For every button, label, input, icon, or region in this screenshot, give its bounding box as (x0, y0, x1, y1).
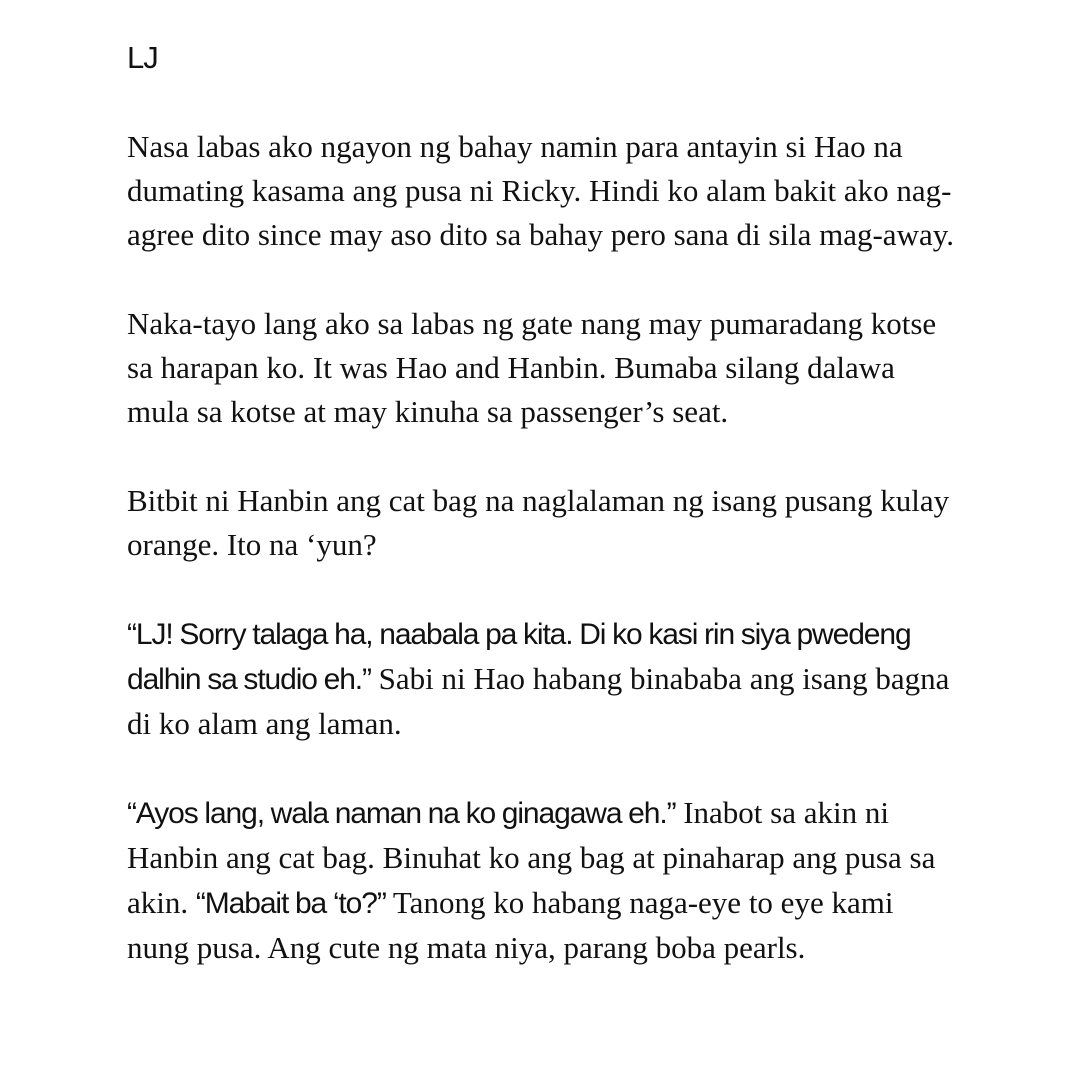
chapter-heading: LJ (127, 40, 158, 75)
narration-text: Tanong ko habang naga-eye to eye kami nung pusa. Ang cute ng mata niya, parang boba pearls. (127, 884, 894, 965)
dialogue-text: “Ayos lang, wala naman na ko ginagawa eh.” (127, 797, 676, 831)
narration-text: Inabot sa akin ni Hanbin ang cat bag. Binuhat ko ang bag at pinaharap ang pusa sa akin. (127, 795, 936, 920)
dialogue-text: “LJ! Sorry talaga ha, naabala pa kita. Di ko kasi rin siya pwedeng dalhin sa studio eh.” (127, 617, 911, 697)
narration-text: Nasa labas ako ngayon ng bahay namin para antayin si Hao na dumating kasama ang pusa ni Ricky. Hindi ko alam bakit ako nag-agree dito since may aso dito sa bahay pero sana di sila mag-away. (127, 128, 954, 253)
paragraph-1 (127, 125, 957, 258)
dialogue-text: “Mabait ba ‘to?” (195, 886, 386, 920)
paragraph-5 (127, 791, 957, 970)
narration-text: Naka-tayo lang ako sa labas ng gate nang may pumaradang kotse sa harapan ko. It was Hao and Hanbin. Bumaba silang dalawa mula sa kotse at may kinuha sa passenger’s seat. (127, 305, 937, 430)
narration-text: Sabi ni Hao habang binababa ang isang bagna di ko alam ang laman. (127, 661, 950, 742)
paragraph-3 (127, 479, 957, 568)
narration-text: Bitbit ni Hanbin ang cat bag na naglalaman ng isang pusang kulay orange. Ito na ‘yun? (127, 482, 950, 563)
paragraph-4 (127, 612, 957, 747)
paragraph-2 (127, 302, 957, 435)
story-page (127, 36, 957, 970)
